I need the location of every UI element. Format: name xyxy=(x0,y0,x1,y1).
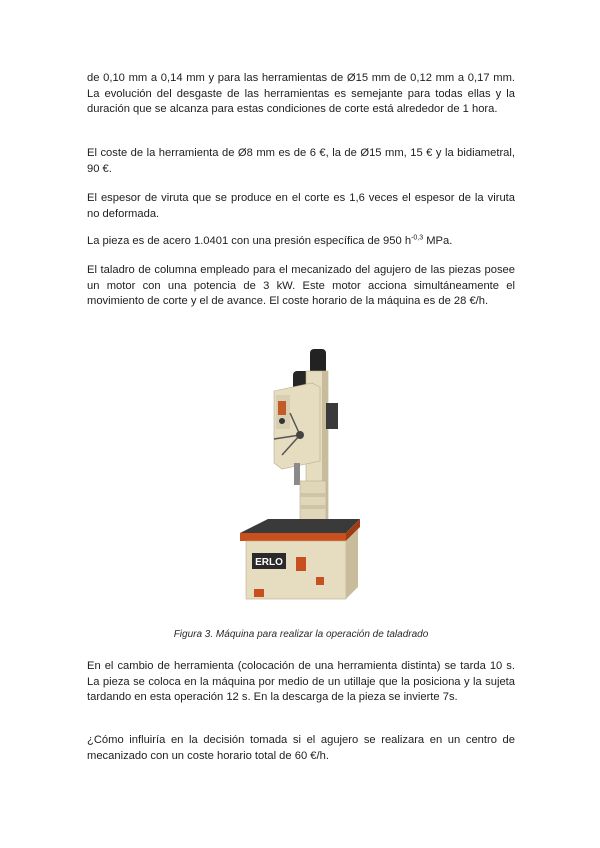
base-foot-left xyxy=(254,589,264,597)
base-side xyxy=(346,529,358,599)
column-side-box xyxy=(326,403,338,429)
paragraph-chip-thickness: El espesor de viruta que se produce en el corte es 1,6 veces el espesor de la viruta no deformada. xyxy=(87,192,515,220)
base-control xyxy=(296,557,306,571)
pressure-text-after: MPa. xyxy=(423,235,453,247)
paragraph-question: ¿Cómo influiría en la decisión tomada si el agujero se realizara en un centro de mecanizado con un coste horario total de 60 €/h. xyxy=(87,734,515,762)
pressure-text-before: La pieza es de acero 1.0401 con una presión específica de 950 h xyxy=(87,235,412,247)
spindle xyxy=(294,463,300,485)
drill-press-figure xyxy=(230,343,370,608)
table-support xyxy=(300,481,326,525)
drill-press-illustration xyxy=(230,343,370,608)
figure-caption: Figura 3. Máquina para realizar la operación de taladrado xyxy=(173,629,429,640)
paragraph-material-pressure xyxy=(87,234,515,250)
head-dial xyxy=(279,418,285,424)
support-rib-2 xyxy=(300,505,326,509)
head-control-panel xyxy=(278,401,286,415)
work-table-edge xyxy=(240,533,346,541)
paragraph-drill-press: El taladro de columna empleado para el mecanizado del agujero de las piezas posee un motor con una potencia de 3 kW. Este motor acciona simultáneamente el movimiento de corte y el de avance. El coste horario de la máquina es de 28 €/h. xyxy=(87,264,515,308)
pressure-exponent: -0,3 xyxy=(411,234,424,242)
paragraph-tool-costs: El coste de la herramienta de Ø8 mm es de 6 €, la de Ø15 mm, 15 € y la bidiametral, 90 €. xyxy=(87,147,515,175)
feed-handle-hub xyxy=(296,431,304,439)
work-table-top xyxy=(240,519,360,533)
support-rib-1 xyxy=(300,493,326,497)
paragraph-cycle-times: En el cambio de herramienta (colocación de una herramienta distinta) se tarda 10 s. La pieza se coloca en la máquina por medio de un utillaje que la posiciona y la sujeta tardando en esta operación 12 s. En la descarga de la pieza se invierte 7s. xyxy=(87,660,515,704)
brand-label: ERLO xyxy=(255,557,283,568)
paragraph-tool-feeds: de 0,10 mm a 0,14 mm y para las herramientas de Ø15 mm de 0,12 mm a 0,17 mm. La evolución del desgaste de las herramientas es semejante para todas ellas y la duración que se alcanza para estas condiciones de corte está alrededor de 1 hora. xyxy=(87,72,515,116)
base-foot-right xyxy=(316,577,324,585)
